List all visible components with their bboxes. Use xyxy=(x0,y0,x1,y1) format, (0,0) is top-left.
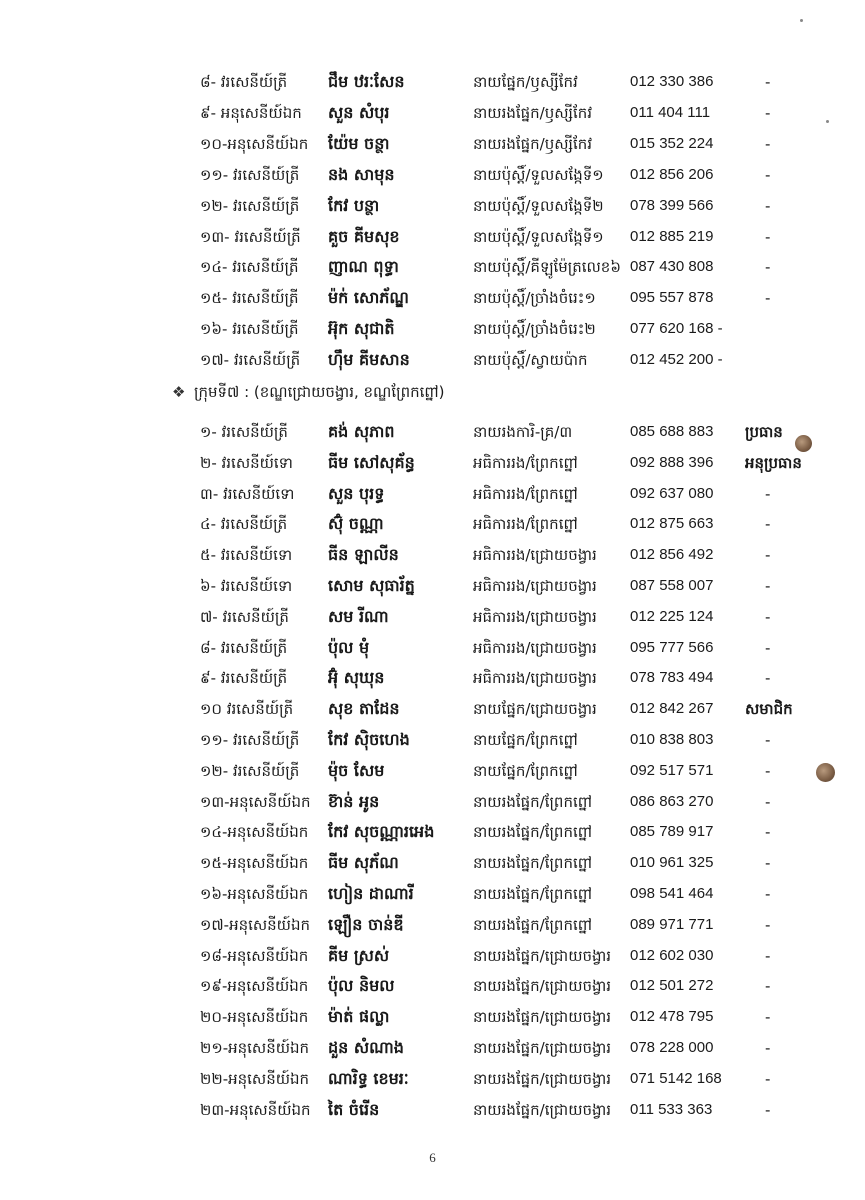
person-name: កែវ បន្ថា xyxy=(328,195,380,215)
phone-number: 012 885 219 xyxy=(630,227,714,245)
position-unit: នាយរងផ្នែក/ព្រែកព្នៅ xyxy=(473,854,593,873)
rank-label: ៩- វរសេនីយ៍ត្រី xyxy=(200,669,288,688)
phone-number: 011 404 111 xyxy=(630,103,711,121)
personnel-row xyxy=(0,417,865,447)
position-unit: នាយរងផ្នែក/ជ្រោយចង្វារ xyxy=(473,1100,612,1119)
position-unit: នាយរងផ្នែក/ជ្រោយចង្វារ xyxy=(473,977,612,996)
rank-label: ១១- វរសេនីយ៍ត្រី xyxy=(200,165,300,184)
committee-role: - xyxy=(765,484,771,503)
phone-number: 012 856 492 xyxy=(630,546,714,564)
committee-role: - xyxy=(765,915,771,934)
personnel-row xyxy=(0,1002,865,1032)
phone-number: 092 888 396 xyxy=(630,453,714,471)
phone-number: 012 330 386 xyxy=(630,73,714,90)
phone-number: 092 637 080 xyxy=(630,484,714,502)
position-unit: នាយផ្នែក/ជ្រោយចង្វារ xyxy=(473,700,597,719)
phone-number: 010 961 325 xyxy=(630,854,714,872)
position-unit: នាយប៉ុស្តិ៍/គីឡូម៉ែត្រលេខ៦ xyxy=(473,258,621,277)
person-name: គង់ សុភាព xyxy=(328,422,395,441)
rank-label: ១៤-អនុសេនីយ៍ឯក xyxy=(200,823,309,842)
committee-role: - xyxy=(765,134,771,153)
rank-label: ២១-អនុសេនីយ៍ឯក xyxy=(200,1039,310,1057)
position-unit: នាយរងផ្នែក/ឫស្សីកែវ xyxy=(473,103,593,122)
person-name: តៃ ចំរើន xyxy=(328,1099,380,1119)
committee-role: - xyxy=(765,946,771,965)
personnel-row xyxy=(0,817,865,847)
phone-number: 071 5142 168 xyxy=(630,1069,722,1087)
personnel-row xyxy=(0,848,865,878)
personnel-row xyxy=(0,910,865,940)
person-name: ហៀន ដាណារី xyxy=(328,884,414,903)
committee-role: - xyxy=(765,669,771,688)
rank-label: ៨- វរសេនីយ៍ត្រី xyxy=(200,638,288,657)
personnel-row xyxy=(0,1064,865,1094)
rank-label: ១០-អនុសេនីយ៍ឯក xyxy=(200,134,309,153)
phone-number: 012 842 267 xyxy=(630,700,714,718)
phone-number: 095 777 566 xyxy=(630,638,714,656)
rank-label: ១៧-អនុសេនីយ៍ឯក xyxy=(200,915,311,934)
group-7-heading xyxy=(172,377,445,407)
person-name: អ៊ុំ សុឃុន xyxy=(328,668,385,688)
person-name: កែវ សុចណ្ណារអេង xyxy=(328,822,435,842)
committee-role: - xyxy=(765,607,771,626)
phone-number: 012 225 124 xyxy=(630,607,714,625)
position-unit: នាយរងផ្នែក/ព្រែកព្នៅ xyxy=(473,885,593,903)
committee-role: - xyxy=(765,546,771,565)
committee-role: - xyxy=(765,977,771,996)
person-name: សួន បុរទ្ធ xyxy=(328,483,385,503)
rank-label: ១៦- វរសេនីយ៍ត្រី xyxy=(200,320,299,339)
personnel-row xyxy=(0,787,865,817)
rank-label: ៣- វរសេនីយ៍ទោ xyxy=(200,484,295,503)
committee-role: - xyxy=(765,1039,771,1057)
rank-label: ២៣-អនុសេនីយ៍ឯក xyxy=(200,1100,311,1119)
person-name: សម រីណា xyxy=(328,606,389,626)
personnel-row xyxy=(0,509,865,539)
person-name: ជឹម ឋរៈសែន xyxy=(328,72,405,91)
committee-role: - xyxy=(765,165,771,184)
position-unit: នាយរងការិ-គ្រ/៣ xyxy=(473,423,573,441)
personnel-row xyxy=(0,314,865,344)
committee-role: - xyxy=(765,823,771,842)
position-unit: នាយប៉ុស្តិ៍/ទួលសង្កែទី១ xyxy=(473,227,604,246)
committee-role: - xyxy=(765,196,771,215)
rank-label: ១៨-អនុសេនីយ៍ឯក xyxy=(200,946,309,965)
person-name: ហ៊ឹម គីមសាន xyxy=(328,350,410,370)
personnel-row xyxy=(0,571,865,601)
rank-label: ៤- វរសេនីយ៍ត្រី xyxy=(200,515,288,534)
phone-number: 078 228 000 xyxy=(630,1039,714,1056)
committee-role: - xyxy=(765,258,771,277)
person-name: សួន សំបុរ xyxy=(328,102,390,122)
committee-role: - xyxy=(765,515,771,534)
personnel-row xyxy=(0,283,865,313)
position-unit: អធិការរង/ជ្រោយចង្វារ xyxy=(473,669,597,688)
position-unit: នាយប៉ុស្តិ៍/ទួលសង្កែទី១ xyxy=(473,165,604,184)
personnel-row xyxy=(0,222,865,252)
rank-label: ១៣- វរសេនីយ៍ត្រី xyxy=(200,227,301,246)
rank-label: ៦- វរសេនីយ៍ទោ xyxy=(200,577,293,595)
phone-number: 092 517 571 xyxy=(630,761,714,779)
position-unit: នាយរងផ្នែក/ជ្រោយចង្វារ xyxy=(473,946,612,965)
position-unit: នាយផ្នែក/ព្រែកព្នៅ xyxy=(473,731,578,749)
person-name: ញាណ ពុទ្ធា xyxy=(328,257,399,277)
person-name: ដួន សំណាង xyxy=(328,1038,404,1057)
phone-number: 015 352 224 xyxy=(630,134,714,152)
rank-label: ១៩-អនុសេនីយ៍ឯក xyxy=(200,977,309,996)
person-name: ម៉ាត់ ផល្លា xyxy=(328,1007,390,1027)
rank-label: ១១- វរសេនីយ៍ត្រី xyxy=(200,731,300,749)
position-unit: នាយប៉ុស្តិ៍/ច្រាំងចំរេះ២ xyxy=(473,320,596,339)
personnel-row xyxy=(0,602,865,632)
rank-label: ២- វរសេនីយ៍ទោ xyxy=(200,453,293,472)
person-name: ណារិទ្ធ ខេមរៈ xyxy=(328,1068,409,1088)
scan-mark-dot xyxy=(795,435,812,452)
person-name: ឡឿន ចាន់ឌី xyxy=(328,914,404,934)
rank-label: ៩- អនុសេនីយ៍ឯក xyxy=(200,103,302,122)
committee-role: ប្រធាន xyxy=(745,423,783,441)
group-7-title: ក្រុមទី៧ : (ខណ្ឌជ្រោយចង្វារ, ខណ្ឌព្រែកព្នៅ) xyxy=(194,383,445,401)
phone-number: 085 789 917 xyxy=(630,823,714,841)
person-name: អ៊ុក សុជាតិ xyxy=(328,319,395,339)
personnel-row xyxy=(0,191,865,221)
personnel-row xyxy=(0,1033,865,1063)
person-name: ធីម សុភ័ណ xyxy=(328,853,399,873)
rank-label: ៧- វរសេនីយ៍ត្រី xyxy=(200,607,289,626)
phone-number: 012 478 795 xyxy=(630,1008,714,1026)
phone-number: 012 875 663 xyxy=(630,515,714,533)
committee-role: សមាជិក xyxy=(745,700,793,719)
committee-role: - xyxy=(765,289,771,308)
position-unit: នាយប៉ុស្តិ៍/ទួលសង្កែទី២ xyxy=(473,196,604,215)
position-unit: អធិការរង/ព្រែកព្នៅ xyxy=(473,453,578,472)
rank-label: ១២- វរសេនីយ៍ត្រី xyxy=(200,761,300,780)
committee-role: - xyxy=(765,73,771,91)
position-unit: នាយប៉ុស្តិ៍/ច្រាំងចំរេះ១ xyxy=(473,289,596,308)
committee-role: - xyxy=(765,761,771,780)
person-name: ស៊ុំ ចណ្ណា xyxy=(328,514,384,534)
person-name: ខ៊ាន់ អូន xyxy=(328,791,380,811)
committee-role: - xyxy=(765,638,771,657)
rank-label: ១៥- វរសេនីយ៍ត្រី xyxy=(200,289,299,308)
rank-label: ១៤- វរសេនីយ៍ត្រី xyxy=(200,258,299,277)
personnel-row xyxy=(0,252,865,282)
phone-number: 077 620 168 - xyxy=(630,320,723,338)
page-number: 6 xyxy=(429,1150,436,1165)
position-unit: អធិការរង/ជ្រោយចង្វារ xyxy=(473,607,597,626)
person-name: ធីម សៅសុគ័ន្ធ xyxy=(328,452,415,472)
scan-mark-dot xyxy=(816,763,835,782)
position-unit: អធិការរង/ជ្រោយចង្វារ xyxy=(473,546,597,565)
phone-number: 086 863 270 xyxy=(630,792,714,810)
committee-role: - xyxy=(765,885,771,903)
rank-label: ៥- វរសេនីយ៍ទោ xyxy=(200,546,293,565)
position-unit: នាយរងផ្នែក/ព្រែកព្នៅ xyxy=(473,823,593,842)
rank-label: ១៥-អនុសេនីយ៍ឯក xyxy=(200,854,309,873)
diamond-bullet-icon: ❖ xyxy=(172,383,186,401)
rank-label: ៨- វរសេនីយ៍ត្រី xyxy=(200,73,288,91)
position-unit: អធិការរង/ព្រែកព្នៅ xyxy=(473,484,578,503)
personnel-row xyxy=(0,971,865,1001)
rank-label: ១០ វរសេនីយ៍ត្រី xyxy=(200,700,294,719)
personnel-row xyxy=(0,663,865,693)
scan-speck xyxy=(826,120,829,123)
phone-number: 087 430 808 xyxy=(630,258,714,276)
rank-label: ១- វរសេនីយ៍ត្រី xyxy=(200,423,288,441)
personnel-row xyxy=(0,479,865,509)
phone-number: 012 602 030 xyxy=(630,946,714,964)
position-unit: នាយរងផ្នែក/ជ្រោយចង្វារ xyxy=(473,1039,612,1057)
position-unit: នាយរងផ្នែក/ជ្រោយចង្វារ xyxy=(473,1069,612,1088)
position-unit: នាយរងផ្នែក/ជ្រោយចង្វារ xyxy=(473,1008,612,1027)
phone-number: 010 838 803 xyxy=(630,731,714,748)
person-name: ប៉ុល និមល xyxy=(328,976,395,996)
rank-label: ២២-អនុសេនីយ៍ឯក xyxy=(200,1069,310,1088)
position-unit: នាយប៉ុស្តិ៍/ស្វាយប៉ាក xyxy=(473,351,588,370)
phone-number: 012 856 206 xyxy=(630,165,714,183)
person-name: ម៉ុច សែម xyxy=(328,760,385,780)
person-name: សុខ តាដែន xyxy=(328,699,400,719)
phone-number: 095 557 878 xyxy=(630,289,714,307)
position-unit: អធិការរង/ជ្រោយចង្វារ xyxy=(473,577,597,595)
rank-label: ១៣-អនុសេនីយ៍ឯក xyxy=(200,792,311,811)
committee-role: - xyxy=(765,731,771,749)
personnel-row xyxy=(0,67,865,97)
scan-speck xyxy=(800,19,803,22)
phone-number: 012 452 200 - xyxy=(630,351,723,369)
personnel-row xyxy=(0,694,865,724)
position-unit: នាយផ្នែក/ព្រែកព្នៅ xyxy=(473,761,578,780)
personnel-row xyxy=(0,160,865,190)
person-name: កែវ ស៊ិចហេង xyxy=(328,730,410,749)
person-name: យ៉ែម ចន្ថា xyxy=(328,133,390,153)
personnel-row xyxy=(0,98,865,128)
person-name: ប៉ុល មុំ xyxy=(328,637,370,657)
phone-number: 089 971 771 xyxy=(630,915,714,933)
personnel-row xyxy=(0,756,865,786)
committee-role: - xyxy=(765,1008,771,1027)
rank-label: ២០-អនុសេនីយ៍ឯក xyxy=(200,1008,309,1027)
committee-role: - xyxy=(765,577,771,595)
phone-number: 012 501 272 xyxy=(630,977,714,995)
personnel-row xyxy=(0,725,865,755)
personnel-row xyxy=(0,345,865,375)
phone-number: 078 399 566 xyxy=(630,196,714,214)
committee-role: - xyxy=(765,854,771,873)
committee-role: - xyxy=(765,103,771,122)
phone-number: 085 688 883 xyxy=(630,423,714,440)
phone-number: 087 558 007 xyxy=(630,577,714,594)
personnel-row xyxy=(0,633,865,663)
phone-number: 078 783 494 xyxy=(630,669,714,687)
position-unit: នាយរងផ្នែក/ឫស្សីកែវ xyxy=(473,134,593,153)
personnel-row xyxy=(0,1095,865,1125)
committee-role: - xyxy=(765,1100,771,1119)
position-unit: អធិការរង/ព្រែកព្នៅ xyxy=(473,515,578,534)
person-name: នង សាមុន xyxy=(328,164,395,184)
rank-label: ១៧- វរសេនីយ៍ត្រី xyxy=(200,351,301,370)
personnel-row xyxy=(0,879,865,909)
position-unit: នាយផ្នែក/ឫស្សីកែវ xyxy=(473,73,578,91)
rank-label: ១៦-អនុសេនីយ៍ឯក xyxy=(200,885,309,903)
personnel-row xyxy=(0,448,865,478)
personnel-row xyxy=(0,941,865,971)
person-name: ម៉ក់ សោភ័ណ្ឌ xyxy=(328,288,409,308)
committee-role: - xyxy=(765,792,771,811)
position-unit: អធិការរង/ជ្រោយចង្វារ xyxy=(473,638,597,657)
phone-number: 011 533 363 xyxy=(630,1100,713,1118)
phone-number: 098 541 464 xyxy=(630,885,714,902)
person-name: គួច គីមសុខ xyxy=(328,226,400,246)
personnel-row xyxy=(0,129,865,159)
person-name: សោម សុធារ័ត្ន xyxy=(328,576,415,595)
committee-role: - xyxy=(765,1069,771,1088)
position-unit: នាយរងផ្នែក/ព្រែកព្នៅ xyxy=(473,792,593,811)
committee-role: - xyxy=(765,227,771,246)
rank-label: ១២- វរសេនីយ៍ត្រី xyxy=(200,196,300,215)
person-name: ធីន ឡាលីន xyxy=(328,545,399,565)
personnel-row xyxy=(0,540,865,570)
person-name: គីម ស្រស់ xyxy=(328,945,390,965)
position-unit: នាយរងផ្នែក/ព្រែកព្នៅ xyxy=(473,915,593,934)
committee-role: អនុប្រធាន xyxy=(745,453,802,472)
